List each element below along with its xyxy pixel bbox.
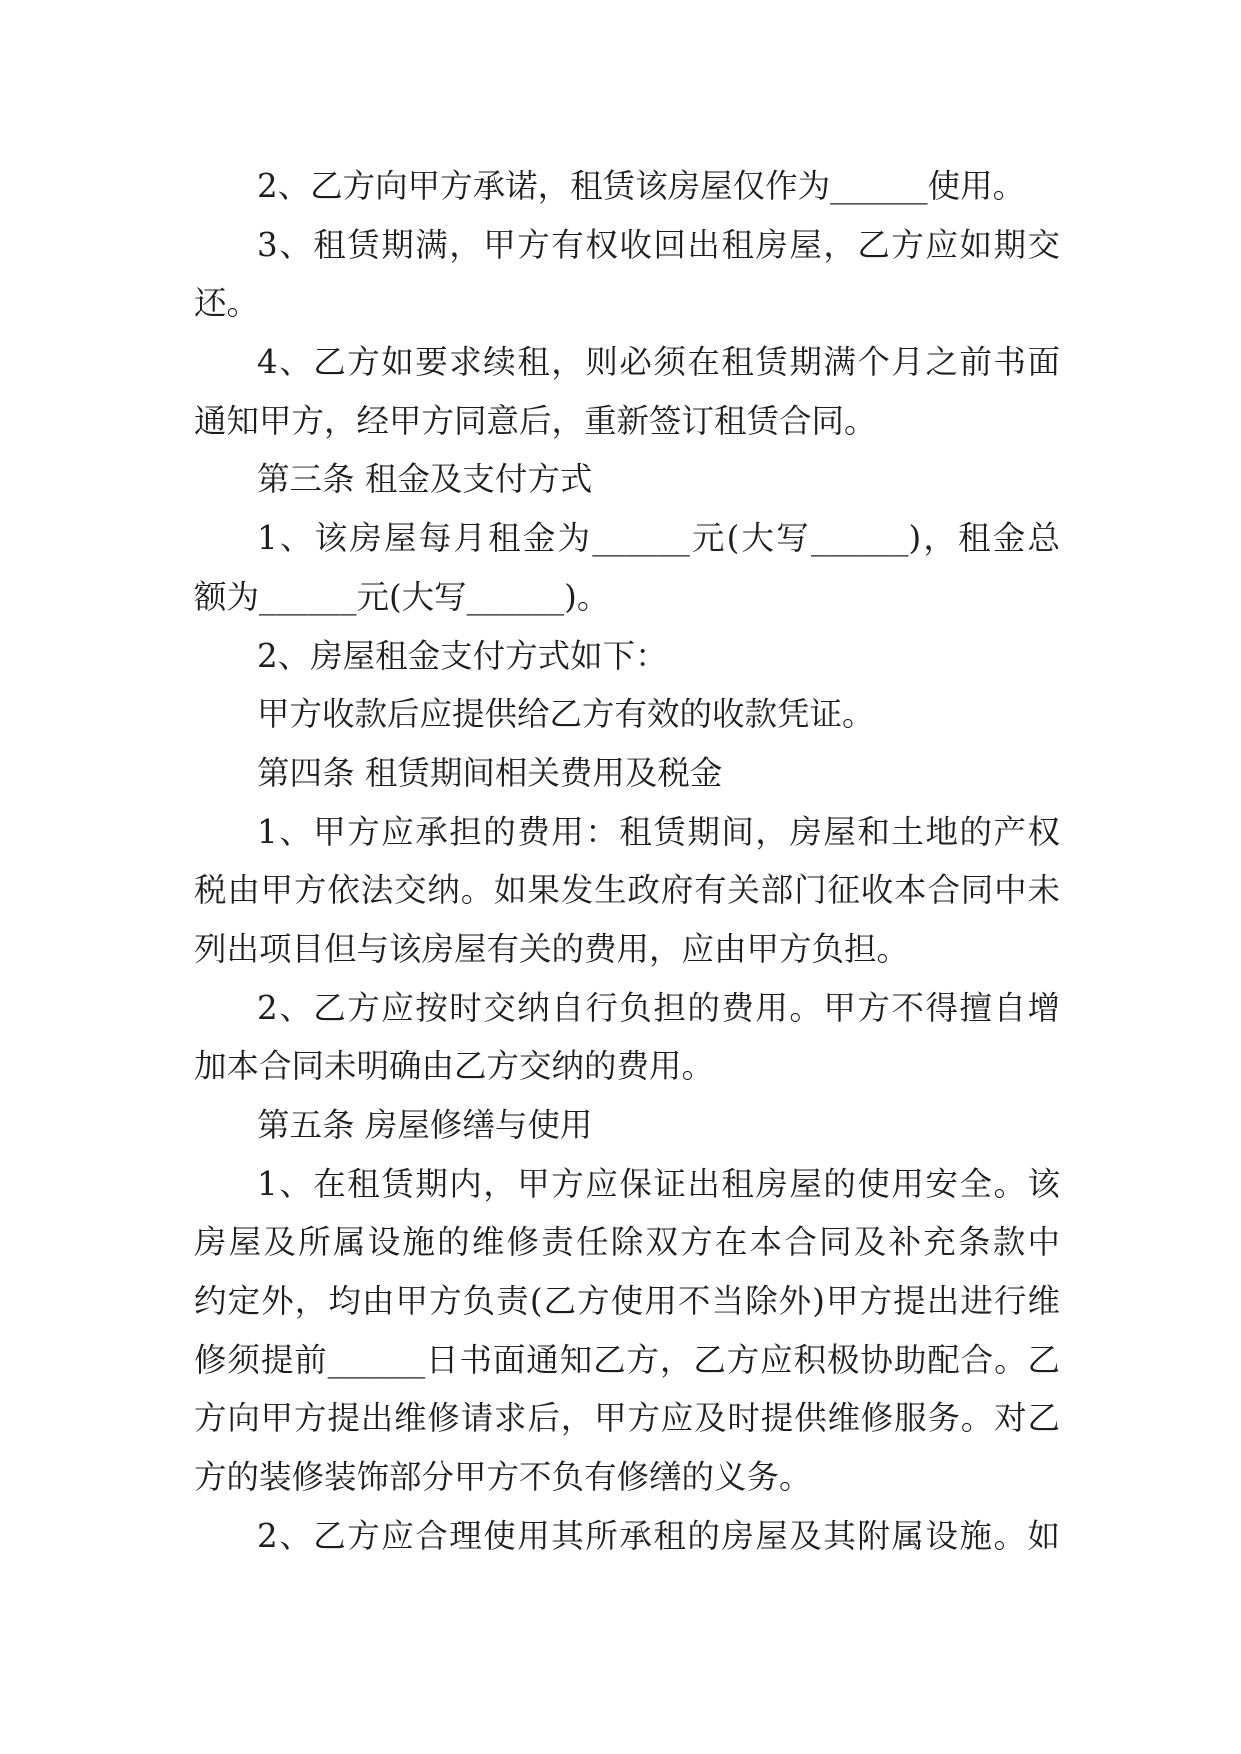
text-line: 2、房屋租金支付方式如下： (257, 636, 668, 675)
text-line: 通知甲方，经甲方同意后，重新签订租赁合同。 (194, 401, 877, 440)
paragraph (194, 1155, 1060, 1507)
text-line: 还。 (194, 284, 260, 323)
paragraph (194, 157, 1060, 216)
paragraph (194, 333, 1060, 450)
text-line: 甲方收款后应提供给乙方有效的收款凭证。 (257, 695, 875, 734)
text-line: 3、租赁期满，甲方有权收回出租房屋，乙方应如期交 (257, 225, 1060, 264)
document-body (194, 157, 1060, 1566)
text-line: 列出项目但与该房屋有关的费用，应由甲方负担。 (194, 929, 910, 968)
paragraph (194, 1507, 1060, 1566)
paragraph (194, 216, 1060, 333)
text-line: 1、甲方应承担的费用：租赁期间，房屋和土地的产权 (257, 812, 1060, 851)
section-heading: 第三条 租金及支付方式 (257, 460, 593, 499)
paragraph (194, 685, 1060, 744)
paragraph (194, 979, 1060, 1096)
text-line: 额为______元(大写______)。 (194, 577, 610, 616)
paragraph (194, 803, 1060, 979)
text-line: 方向甲方提出维修请求后，甲方应及时提供维修服务。对乙 (194, 1399, 1060, 1438)
text-line: 修须提前______日书面通知乙方，乙方应积极协助配合。乙 (194, 1340, 1060, 1379)
text-line: 加本合同未明确由乙方交纳的费用。 (194, 1047, 715, 1086)
text-line: 4、乙方如要求续租，则必须在租赁期满个月之前书面 (257, 343, 1060, 382)
section-heading: 第五条 房屋修缮与使用 (257, 1106, 593, 1144)
text-line: 房屋及所属设施的维修责任除双方在本合同及补充条款中 (194, 1223, 1060, 1262)
text-line: 1、在租赁期内，甲方应保证出租房屋的使用安全。该 (257, 1164, 1060, 1203)
section-heading-block (194, 450, 1060, 509)
text-line: 2、乙方向甲方承诺，租赁该房屋仅作为______使用。 (257, 167, 1026, 205)
text-line: 1、该房屋每月租金为______元(大写______)，租金总 (257, 519, 1060, 558)
text-line: 约定外，均由甲方负责(乙方使用不当除外)甲方提出进行维 (194, 1282, 1060, 1321)
text-line: 税由甲方依法交纳。如果发生政府有关部门征收本合同中未 (194, 871, 1060, 910)
paragraph (194, 509, 1060, 626)
paragraph (194, 627, 1060, 686)
text-line: 2、乙方应按时交纳自行负担的费用。甲方不得擅自增 (257, 988, 1060, 1027)
section-heading-block (194, 744, 1060, 803)
section-heading: 第四条 租赁期间相关费用及税金 (257, 753, 723, 792)
text-line: 2、乙方应合理使用其所承租的房屋及其附属设施。如 (257, 1516, 1060, 1555)
text-line: 方的装修装饰部分甲方不负有修缮的义务。 (194, 1458, 812, 1497)
section-heading-block (194, 1096, 1060, 1155)
